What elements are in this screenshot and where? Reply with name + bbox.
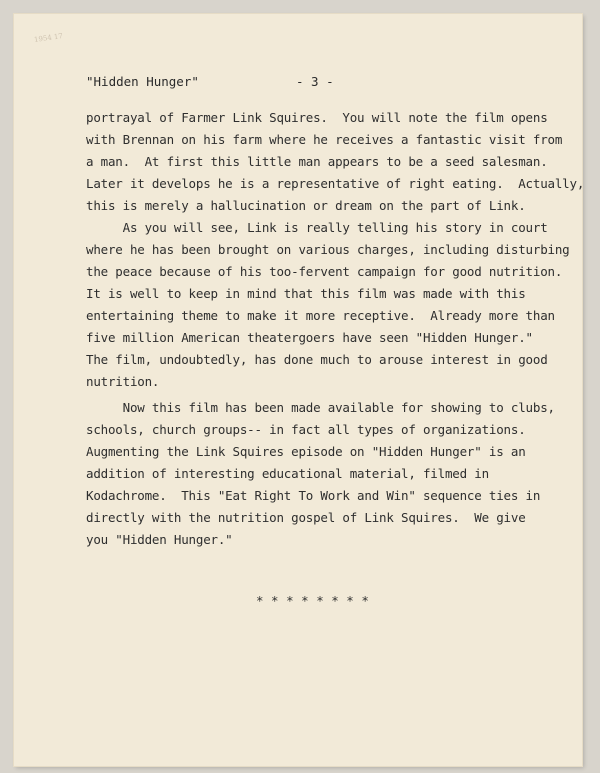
body-line: this is merely a hallucination or dream on the part of Link. [86,198,526,213]
body-line: schools, church groups-- in fact all types of organizations. [86,422,526,437]
body-line: the peace because of his too-fervent campaign for good nutrition. [86,264,563,279]
body-line: you "Hidden Hunger." [86,532,233,547]
body-line: five million American theatergoers have seen "Hidden Hunger." [86,330,533,345]
body-line: It is well to keep in mind that this film was made with this [86,286,526,301]
section-separator: * * * * * * * * [256,593,369,608]
document-page [14,14,585,766]
body-line: addition of interesting educational material, filmed in [86,466,489,481]
body-line: Kodachrome. This "Eat Right To Work and Win" sequence ties in [86,488,541,503]
body-line: nutrition. [86,374,160,389]
body-line: with Brennan on his farm where he receives a fantastic visit from [86,132,563,147]
pencil-annotation: 1954 17 [33,32,64,44]
body-line: Now this film has been made available for showing to clubs, [86,400,555,415]
page-number: - 3 - [296,74,334,89]
body-line: directly with the nutrition gospel of Link Squires. We give [86,510,526,525]
body-line: portrayal of Farmer Link Squires. You will note the film opens [86,110,548,125]
body-line: a man. At first this little man appears to be a seed salesman. [86,154,548,169]
body-line: The film, undoubtedly, has done much to arouse interest in good [86,352,548,367]
body-line: As you will see, Link is really telling his story in court [86,220,548,235]
body-line: Later it develops he is a representative of right eating. Actually, [86,176,585,191]
body-line: where he has been brought on various charges, including disturbing [86,242,570,257]
body-line: Augmenting the Link Squires episode on "Hidden Hunger" is an [86,444,526,459]
body-line: entertaining theme to make it more receptive. Already more than [86,308,555,323]
header-title: "Hidden Hunger" [86,74,199,89]
